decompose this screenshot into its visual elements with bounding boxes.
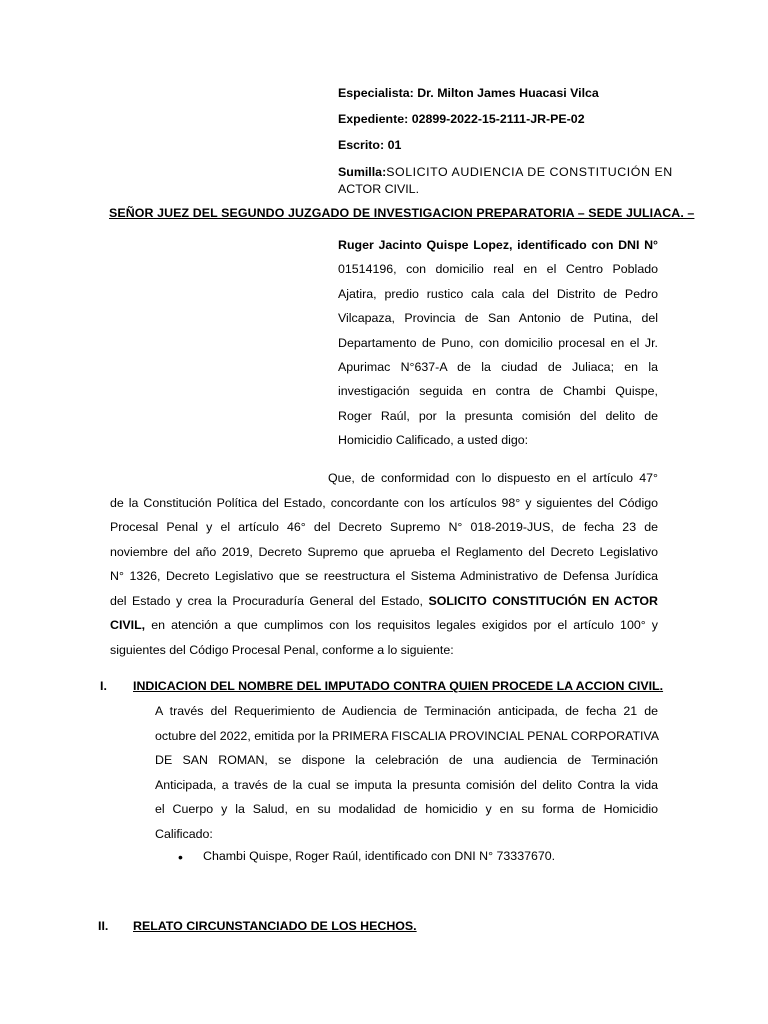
intro-paragraph (338, 233, 658, 453)
main-line: N° 1326, Decreto Legislativo que se reestructura el Sistema Administrativo de Defensa Jurídica (110, 569, 658, 583)
sumilla-label: Sumilla: (338, 165, 387, 179)
bullet-icon: • (178, 849, 183, 865)
intro-line: Ajatira, predio rustico cala cala del Distrito de Pedro (338, 286, 658, 301)
section-1-line: el Cuerpo y la Salud, en su modalidad de homicidio y en su forma de Homicidio (155, 802, 658, 817)
escrito-label: Escrito: (338, 138, 385, 152)
main-line-7-text: en atención a que cumplimos con los requisitos legales exigidos por el artículo 100° y (151, 618, 658, 632)
section-1-line: Anticipada, a través de la cual se imputa la presunta comisión del delito Contra la vida (155, 777, 658, 792)
section-1-heading: INDICACION DEL NOMBRE DEL IMPUTADO CONTRA QUIEN PROCEDE LA ACCION CIVIL. (133, 679, 664, 693)
section-1-line: octubre del 2022, emitida por la PRIMERA FISCALIA PROVINCIAL PENAL CORPORATIVA (155, 728, 660, 743)
especialista-value: Dr. Milton James Huacasi Vilca (417, 86, 599, 100)
section-1-line: Calificado: (155, 826, 213, 841)
sumilla-line-1: SOLICITO AUDIENCIA DE CONSTITUCIÓN EN (386, 165, 673, 179)
escrito-value: 01 (387, 138, 402, 152)
section-2-heading: RELATO CIRCUNSTANCIADO DE LOS HECHOS. (133, 919, 417, 933)
addressee-heading: SEÑOR JUEZ DEL SEGUNDO JUZGADO DE INVESTIGACION PREPARATORIA – SEDE JULIACA. – (109, 206, 695, 220)
solicito-bold: SOLICITO CONSTITUCIÓN EN ACTOR (428, 593, 658, 608)
civil-bold: CIVIL, (110, 618, 146, 632)
escrito-line (338, 138, 658, 152)
intro-line: Vilcapaza, Provincia de San Antonio de Putina, del (338, 311, 658, 326)
especialista-line (338, 86, 658, 100)
intro-line: Departamento de Puno, con domicilio procesal en el Jr. (338, 335, 658, 350)
bullet-item: Chambi Quispe, Roger Raúl, identificado con DNI N° 73337670. (203, 849, 556, 863)
intro-line: Roger Raúl, por la presunta comisión del delito de (338, 408, 658, 423)
expediente-value: 02899-2022-15-2111-JR-PE-02 (411, 112, 585, 126)
intro-line: Ruger Jacinto Quispe Lopez, identificado con DNI N° (338, 238, 658, 252)
section-1-line: A través del Requerimiento de Audiencia de Terminación anticipada, de fecha 21 de (155, 704, 658, 718)
intro-line: Apurimac N°637-A de la ciudad de Juliaca; en la (338, 359, 658, 374)
main-line: noviembre del año 2019, Decreto Supremo que aprueba el Reglamento del Decreto Legislativo (110, 544, 658, 559)
section-1-line: DE SAN ROMAN, se dispone la celebración de una audiencia de Terminación (155, 753, 658, 768)
intro-line: 01514196, con domicilio real en el Centro Poblado (338, 262, 658, 277)
main-line-7 (110, 613, 658, 638)
sumilla-block (338, 164, 673, 198)
section-1-body (155, 699, 658, 847)
expediente-line (338, 112, 658, 126)
section-2-number: II. (98, 919, 109, 933)
sumilla-line-2: ACTOR CIVIL. (338, 182, 420, 196)
expediente-label: Expediente: (338, 112, 409, 126)
main-line-6-text: del Estado y crea la Procuraduría General del Estado, (110, 593, 423, 608)
especialista-label: Especialista: (338, 86, 414, 100)
section-1-number: I. (100, 679, 107, 693)
intro-line: investigación seguida en contra de Chambi Quispe, (338, 384, 658, 399)
main-line: Procesal Penal y el artículo 46° del Decreto Supremo N° 018-2019-JUS, de fecha 23 de (110, 520, 658, 534)
intro-line: Homicidio Calificado, a usted digo: (338, 433, 529, 448)
main-line: de la Constitución Política del Estado, concordante con los artículos 98° y siguientes del Código (110, 495, 658, 510)
main-paragraph (110, 466, 658, 662)
main-line: Que, de conformidad con lo dispuesto en el artículo 47° (328, 471, 658, 485)
main-line-6 (110, 589, 658, 614)
main-line: siguientes del Código Procesal Penal, conforme a lo siguiente: (110, 642, 454, 657)
